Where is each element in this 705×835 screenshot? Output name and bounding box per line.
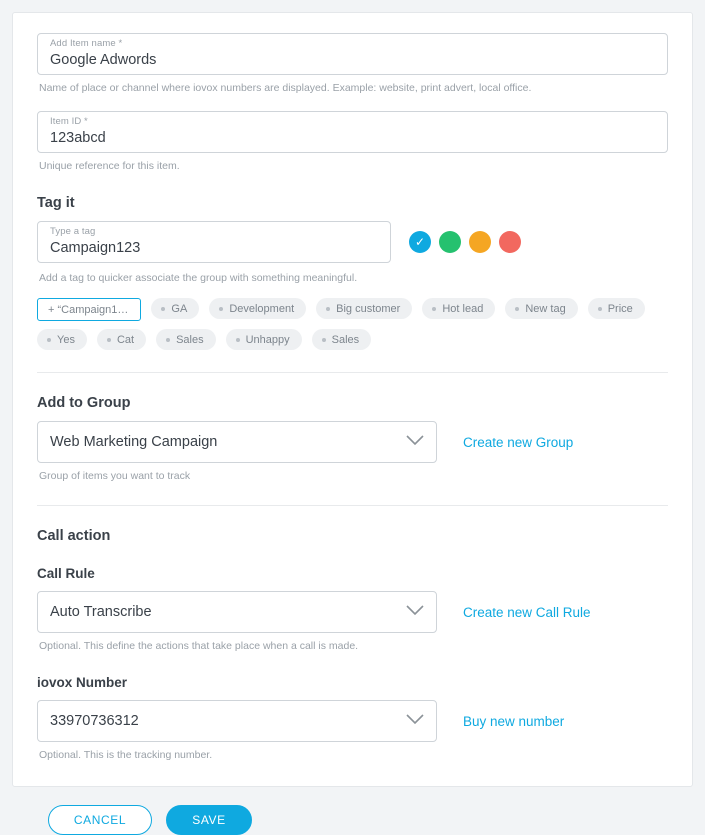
tag-helper: Add a tag to quicker associate the group with something meaningful. xyxy=(39,272,358,284)
chip-dot-icon xyxy=(107,338,111,342)
add-to-group-title: Add to Group xyxy=(37,395,131,411)
iovox-number-select-value: 33970736312 xyxy=(50,713,139,729)
save-button[interactable]: SAVE xyxy=(166,805,252,835)
item-id-helper: Unique reference for this item. xyxy=(39,160,180,172)
tag-color-swatches xyxy=(409,231,521,253)
chip-label: Yes xyxy=(57,333,75,346)
item-id-input[interactable] xyxy=(50,128,655,148)
chip-dot-icon xyxy=(515,307,519,311)
form-footer xyxy=(12,787,693,835)
call-rule-helper: Optional. This define the actions that take place when a call is made. xyxy=(39,640,359,652)
list-item[interactable] xyxy=(312,329,372,350)
add-to-group-row xyxy=(37,421,668,463)
chevron-down-icon xyxy=(406,713,424,729)
chip-label: Cat xyxy=(116,333,135,346)
check-icon: ✓ xyxy=(414,235,426,249)
blue-swatch[interactable] xyxy=(409,231,431,253)
tag-it-title: Tag it xyxy=(37,195,75,211)
chip-label: Big customer xyxy=(336,302,401,315)
chip-label: Sales xyxy=(331,333,360,346)
list-item[interactable] xyxy=(37,329,87,350)
tag-chip-list xyxy=(37,298,649,350)
chip-label: GA xyxy=(171,302,188,315)
orange-swatch[interactable] xyxy=(469,231,491,253)
list-item[interactable] xyxy=(209,298,306,319)
chip-label: Unhappy xyxy=(245,333,290,346)
iovox-number-select[interactable] xyxy=(37,700,437,742)
item-id-label: Item ID * xyxy=(50,116,88,127)
cancel-button[interactable]: CANCEL xyxy=(48,805,152,835)
divider xyxy=(37,372,668,373)
item-name-input-wrap[interactable] xyxy=(37,33,668,75)
create-new-call-rule-link[interactable]: Create new Call Rule xyxy=(463,604,591,620)
iovox-number-helper: Optional. This is the tracking number. xyxy=(39,749,213,761)
call-action-title: Call action xyxy=(37,528,111,544)
green-swatch[interactable] xyxy=(439,231,461,253)
call-rule-select[interactable] xyxy=(37,591,437,633)
call-rule-title: Call Rule xyxy=(37,566,95,581)
chip-dot-icon xyxy=(236,338,240,342)
item-id-input-wrap[interactable] xyxy=(37,111,668,153)
chip-dot-icon xyxy=(219,307,223,311)
chip-dot-icon xyxy=(598,307,602,311)
group-select-value: Web Marketing Campaign xyxy=(50,434,218,450)
list-item[interactable] xyxy=(588,298,645,319)
chevron-down-icon xyxy=(406,434,424,450)
chip-label: Price xyxy=(607,302,633,315)
chip-dot-icon xyxy=(326,307,330,311)
buy-new-number-link[interactable]: Buy new number xyxy=(463,713,565,729)
divider xyxy=(37,505,668,506)
chip-label: Sales xyxy=(176,333,204,346)
tag-input[interactable] xyxy=(50,238,378,258)
item-name-field xyxy=(37,33,668,95)
tag-row xyxy=(37,221,668,263)
list-item[interactable] xyxy=(422,298,495,319)
item-name-label: Add Item name * xyxy=(50,38,123,49)
chip-dot-icon xyxy=(166,338,170,342)
chip-label: + “Campaign1… xyxy=(48,303,129,316)
chip-label: Hot lead xyxy=(442,302,484,315)
list-item[interactable] xyxy=(156,329,216,350)
chip-dot-icon xyxy=(161,307,165,311)
item-name-helper: Name of place or channel where iovox numbers are displayed. Example: website, print advert, local office. xyxy=(39,82,532,94)
tag-input-label: Type a tag xyxy=(50,226,96,237)
list-item[interactable] xyxy=(316,298,412,319)
tag-input-wrap[interactable] xyxy=(37,221,391,263)
list-item[interactable] xyxy=(37,298,141,321)
chip-dot-icon xyxy=(322,338,326,342)
call-rule-select-value: Auto Transcribe xyxy=(50,604,152,620)
chip-dot-icon xyxy=(432,307,436,311)
item-id-field xyxy=(37,111,668,173)
chip-dot-icon xyxy=(47,338,51,342)
chip-label: New tag xyxy=(525,302,566,315)
group-select[interactable] xyxy=(37,421,437,463)
list-item[interactable] xyxy=(97,329,146,350)
item-name-input[interactable] xyxy=(50,50,655,70)
item-form-card xyxy=(12,12,693,787)
create-new-group-link[interactable]: Create new Group xyxy=(463,434,574,450)
list-item[interactable] xyxy=(226,329,302,350)
call-rule-row xyxy=(37,591,668,633)
list-item[interactable] xyxy=(505,298,577,319)
iovox-number-title: iovox Number xyxy=(37,675,128,690)
chevron-down-icon xyxy=(406,604,424,620)
list-item[interactable] xyxy=(151,298,199,319)
iovox-number-row xyxy=(37,700,668,742)
add-to-group-helper: Group of items you want to track xyxy=(39,470,191,482)
red-swatch[interactable] xyxy=(499,231,521,253)
chip-label: Development xyxy=(229,302,295,315)
